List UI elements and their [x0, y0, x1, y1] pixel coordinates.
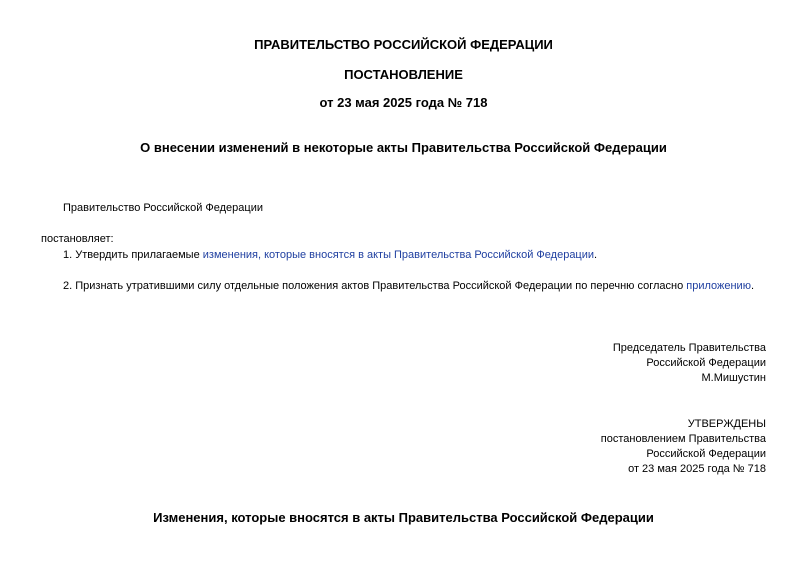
signature-organization: Российской Федерации [646, 357, 766, 369]
appendix-link[interactable]: приложению [686, 280, 751, 292]
document-date-number: от 23 мая 2025 года № 718 [319, 95, 488, 110]
decrees-text: постановляет: [41, 233, 114, 245]
document-type: ПОСТАНОВЛЕНИЕ [344, 67, 463, 82]
changes-link[interactable]: изменения, которые вносятся в акты Правительства Российской Федерации [202, 249, 595, 261]
decree-item-1 [63, 248, 597, 262]
item-1-prefix: 1. Утвердить прилагаемые [63, 249, 203, 261]
item-2-prefix: 2. Признать утратившими силу отдельные положения актов Правительства Российской Федерации по перечню согласно [63, 280, 687, 292]
decree-item-2 [63, 279, 754, 293]
approval-block [601, 417, 766, 477]
government-heading: ПРАВИТЕЛЬСТВО РОССИЙСКОЙ ФЕДЕРАЦИИ [254, 37, 553, 52]
issuer-text: Правительство Российской Федерации [63, 202, 263, 214]
approval-organization: Российской Федерации [646, 448, 766, 460]
signature-name: М.Мишустин [701, 372, 766, 384]
approval-date-number: от 23 мая 2025 года № 718 [628, 463, 766, 475]
item-1-suffix: . [594, 249, 598, 261]
annex-title: Изменения, которые вносятся в акты Правительства Российской Федерации [153, 510, 654, 525]
approval-by: постановлением Правительства [600, 433, 766, 445]
item-2-suffix: . [750, 280, 755, 292]
approval-heading: УТВЕРЖДЕНЫ [687, 418, 766, 430]
signature-block [613, 341, 766, 386]
signature-position: Председатель Правительства [612, 342, 766, 354]
document-title: О внесении изменений в некоторые акты Правительства Российской Федерации [140, 140, 667, 155]
